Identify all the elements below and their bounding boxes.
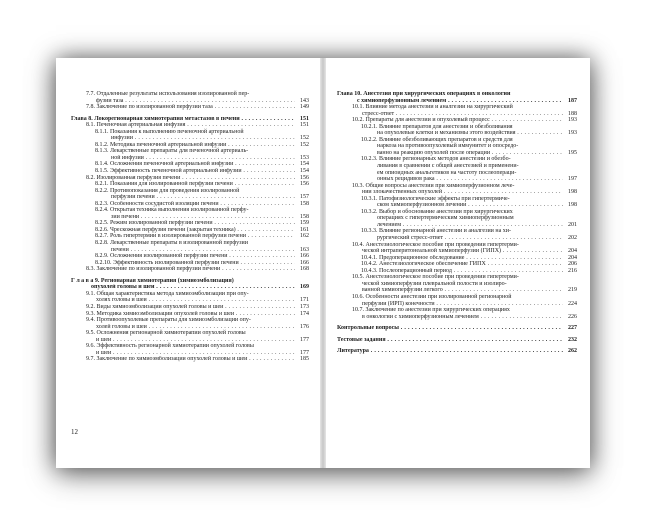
toc-entry-continuation: ческой интраперитонеальной химиоперфузии (ГИПХ) . . . (362, 248, 563, 255)
toc-entry-continuation: ческой химиоперфузии плевральной полости и изолиро- (362, 280, 507, 287)
toc-entry-continuation: перфузии печени . . . (111, 194, 295, 201)
toc-entry-title: 10.3.2. Выбор и обоснование анестезии при хирургических (361, 208, 513, 215)
toc-entry-title: 9.5. Осложнения регионарной химиотерапии опухолей головы (86, 330, 246, 337)
toc-entry-title: 8.2.9. Осложнения изолированной перфузии печени . . . (95, 253, 295, 260)
toc-entry-continuation: печени . . . (111, 247, 295, 254)
toc-entry-continuation: ванной химиоперфузии легкого . . . (362, 287, 563, 294)
toc-entry-continuation: холях головы и шеи . . . (96, 297, 295, 304)
toc-entry-title: Контрольные вопросы . . . (337, 325, 563, 332)
toc-entry-title: 9.1. Общая характеристика метода химиоэмболизации при опу- (86, 290, 249, 297)
toc-page-number: 193 (568, 130, 577, 137)
toc-page-number: 152 (300, 141, 309, 148)
toc-entry-continuation: ем опиоидных анальгетиков на частоту послеопераци- (377, 169, 517, 176)
toc-entry-title: 8.2.2. Противопоказания для проведения изолированной (95, 187, 240, 194)
toc-page-number: 227 (568, 325, 577, 332)
toc-page-number: 149 (300, 104, 309, 111)
toc-entry-title: 10.7. Заключение по анестезии при хирургических операциях (352, 307, 510, 314)
toc-entry-title: 9.2. Виды химиоэмболизации опухолей головы и шеи . . . (86, 304, 295, 311)
toc-entry-continuation: холей головы и шеи . . . (96, 324, 295, 331)
toc-entry[interactable] (337, 189, 577, 196)
toc-page-number: 154 (300, 161, 309, 168)
toc-page-number: 195 (568, 149, 577, 156)
toc-entry-title: 8.1.5. Эффективность печеночной артериальной инфузии . . . (95, 168, 295, 175)
toc-entry-title: 8.2.7. Роль гипертермии в изолированной перфузии печени . . . (95, 233, 295, 240)
toc-entry-title: 8.2.3. Особенности сосудистой изоляции печени . . . (95, 201, 295, 208)
toc-entry-title: 8.1. Печеночная артериальная инфузия . . . (86, 122, 295, 129)
toc-entry-title: Литература . . . (337, 348, 563, 355)
toc-entry-title: Глава 8. Локорегионарная химиотерапия метастазов в печени . . . (71, 116, 295, 123)
toc-page-number: 226 (568, 313, 577, 320)
toc-entry[interactable] (337, 337, 577, 344)
toc-page-number: 156 (300, 181, 309, 188)
toc-entry-title: 8.1.2. Методика печеночной артериальной инфузии . . . (95, 142, 295, 149)
toc-entry[interactable] (337, 314, 577, 321)
toc-entry[interactable] (71, 266, 309, 273)
toc-entry[interactable] (337, 117, 577, 124)
right-page (323, 58, 590, 468)
toc-page-number: 201 (568, 221, 577, 228)
toc-entry-title: Глава 10. Анестезия при хирургических операциях в онкологии (337, 91, 511, 97)
toc-page-number: 151 (300, 115, 309, 122)
toc-page-number: 157 (300, 194, 309, 201)
toc-page-number: 193 (568, 117, 577, 124)
toc-entry-title: 10.6. Особенности анестезии при изолированной регионарной (352, 293, 512, 300)
toc-page-number: 197 (568, 176, 577, 183)
toc-entry-title: 8.1.3. Лекарственные препараты для печеночной артериаль- (95, 148, 249, 155)
toc-entry-title: 10.4.3. Послеоперационный период . . . (361, 268, 563, 275)
page-number: 12 (71, 428, 78, 436)
toc-page-number: 202 (568, 235, 577, 242)
toc-entry-continuation: в онкологии с химиоперфузионным лечением . . . (362, 314, 563, 321)
toc-page-number: 206 (568, 261, 577, 268)
toc-entry-title: 10.2. Препараты для анестезии и опухолевый процесс . . . (352, 117, 563, 124)
toc-entry[interactable] (337, 348, 577, 355)
toc-entry-title: 8.2.5. Режим изолированной перфузии печени . . . (95, 220, 295, 227)
toc-entry[interactable] (71, 122, 309, 129)
toc-entry-continuation: перфузии (ИРП) конечности . . . (362, 301, 563, 308)
toc-entry[interactable] (71, 181, 309, 188)
toc-entry-title: 10.3.3. Влияние регионарной анестезии и аналгезии на хи- (361, 228, 511, 235)
toc-entry-title: 8.2.6. Чрескожная перфузия печени (закрытая техника) . . . (95, 227, 295, 234)
toc-entry-continuation: ливания в сравнении с общей анестезией и применени- (377, 163, 519, 170)
toc-entry-title: 10.3.1. Патофизиологические эффекты при гипертермиче- (361, 195, 510, 202)
table-of-contents-right (337, 91, 577, 355)
toc-page-number: 169 (300, 284, 309, 291)
toc-entry[interactable] (337, 287, 577, 294)
toc-entry-title: 10.4.2. Анестезиологическое обеспечение ГИПХ . . . (361, 261, 563, 268)
toc-page-number: 166 (300, 259, 309, 266)
toc-entry-title: 9.4. Противоопухолевые препараты для химиоэмболизации опу- (86, 317, 251, 324)
toc-page-number: 162 (300, 233, 309, 240)
toc-page-number: 216 (568, 267, 577, 274)
toc-page-number: 154 (300, 168, 309, 175)
toc-entry[interactable] (71, 356, 309, 363)
toc-page-number: 219 (568, 287, 577, 294)
toc-entry-title: Тестовые задания . . . (337, 337, 563, 344)
toc-entry-continuation: ной инфузии . . . (111, 155, 295, 162)
toc-entry-title: 8.3. Заключение по изолированной перфузии печени . . . (86, 266, 295, 273)
toc-entry-title: 10.3. Общие вопросы анестезии при химиоперфузионном лече- (352, 182, 515, 189)
toc-page-number: 177 (300, 336, 309, 343)
toc-entry-continuation: ванно на реакцию опухолей после операции . . . (377, 150, 563, 157)
toc-entry-title: 10.1. Влияние метода анестезии и аналгезии на хирургический (352, 104, 513, 111)
toc-page-number: 158 (300, 213, 309, 220)
toc-entry-title: 8.2.10. Эффективность изолированной перфузии печени . . . (95, 260, 295, 267)
toc-entry-title: 10.2.3. Влияние регионарных методов анестезии и обезбо- (361, 156, 511, 163)
toc-entry-title: 7.7. Отдаленные результаты использования изолированной пер- (86, 91, 250, 97)
toc-entry-title: 8.2.8. Лекарственные препараты в изолированной перфузии (95, 240, 248, 247)
toc-page-number: 232 (568, 336, 577, 343)
toc-page-number: 176 (300, 323, 309, 330)
toc-entry-title: Г л а в а 9. Регионарная химиотерапия (химиоэмболизация) (71, 277, 234, 284)
toc-page-number: 185 (300, 356, 309, 363)
toc-entry-continuation: с химиоперфузионным лечением . . . (357, 98, 563, 105)
toc-page-number: 156 (300, 174, 309, 181)
toc-entry-continuation: ском химиоперфузионном лечении . . . (377, 202, 563, 209)
toc-page-number: 198 (568, 189, 577, 196)
toc-entry-continuation: лечением . . . (377, 222, 563, 229)
toc-entry-title: 10.4. Анестезиологическое пособие при проведении гипертерми- (352, 241, 519, 248)
left-page (56, 58, 323, 468)
toc-entry-continuation: зии печени . . . (111, 214, 295, 221)
toc-entry-continuation: инфузии . . . (111, 135, 295, 142)
toc-page-number: 188 (568, 110, 577, 117)
toc-page-number: 166 (300, 253, 309, 260)
toc-page-number: 262 (568, 348, 577, 355)
toc-entry-title: 10.2.1. Влияние препаратов для анестезии и обезболивания (361, 123, 513, 130)
toc-entry-title: 9.7. Заключение по химиоэмболизации опухолей головы и шеи . . . (86, 356, 295, 363)
toc-page-number: 151 (300, 122, 309, 129)
toc-entry-continuation: опухолей головы и шеи . . . (91, 284, 295, 291)
toc-entry-continuation: и шеи . . . (96, 350, 295, 357)
book-gutter (320, 58, 326, 468)
toc-entry-title: 10.4.1. Предоперационное обследование . . . (361, 255, 563, 262)
toc-entry-title: 10.5. Анестезиологическое пособие при проведении гипертерми- (352, 274, 519, 281)
toc-entry-title: 10.2.2. Влияние обезболивающих препаратов и средств для (361, 136, 513, 143)
toc-entry-continuation: и шеи . . . (96, 337, 295, 344)
toc-entry-title: 9.3. Методика химиоэмболизации опухолей головы и шеи . . . (86, 311, 295, 318)
toc-page-number: 204 (568, 254, 577, 261)
toc-entry-title: 8.2.4. Открытая техника выполнения изолированной перфу- (95, 207, 249, 214)
toc-entry-title: 8.1.4. Осложнения печеночной артериальной инфузии . . . (95, 161, 295, 168)
toc-entry-title: 8.2. Изолированная перфузия печени . . . (86, 175, 295, 182)
table-of-contents-left (71, 91, 309, 363)
toc-entry-continuation: наркоза на противоопухолевый иммунитет и опосредо- (377, 143, 519, 150)
toc-page-number: 224 (568, 300, 577, 307)
toc-entry-title: 9.6. Эффективность регионарной химиотерапии опухолей головы (86, 343, 254, 350)
toc-page-number: 161 (300, 226, 309, 233)
toc-entry-continuation: онных рецидивов рака . . . (377, 176, 563, 183)
toc-entry[interactable] (71, 284, 309, 291)
toc-page-number: 152 (300, 135, 309, 142)
toc-page-number: 204 (568, 248, 577, 255)
toc-page-number: 173 (300, 303, 309, 310)
toc-page-number: 168 (300, 266, 309, 273)
toc-page-number: 153 (300, 154, 309, 161)
toc-entry-continuation: рургический стресс-ответ . . . (377, 235, 563, 242)
toc-page-number: 177 (300, 349, 309, 356)
toc-entry[interactable] (71, 104, 309, 111)
toc-page-number: 159 (300, 220, 309, 227)
toc-entry[interactable] (337, 325, 577, 332)
toc-entry-title: 7.8. Заключение по изолированной перфузии таза . . . (86, 104, 295, 111)
toc-entry-continuation: нии злокачественных опухолей . . . (362, 189, 563, 196)
toc-page-number: 171 (300, 297, 309, 304)
toc-entry-title: 8.2.1. Показания для изолированной перфузии печени . . . (95, 181, 295, 188)
toc-page-number: 158 (300, 200, 309, 207)
toc-entry-continuation: стресс-ответ . . . (362, 111, 563, 118)
toc-entry-continuation: операциях с гипертермическим химиоперфузионным (377, 215, 514, 222)
toc-page-number: 143 (300, 97, 309, 104)
toc-page-number: 163 (300, 246, 309, 253)
book-spread (56, 58, 590, 468)
toc-page-number: 187 (568, 97, 577, 104)
toc-entry-continuation: фузии таза . . . (96, 98, 295, 105)
toc-entry-title: 8.1.1. Показания к выполнению печеночной артериальной (95, 128, 244, 135)
toc-page-number: 198 (568, 202, 577, 209)
toc-page-number: 174 (300, 310, 309, 317)
toc-entry-continuation: на опухолевые клетки и механизмы этого воздействия . . . (377, 130, 563, 137)
